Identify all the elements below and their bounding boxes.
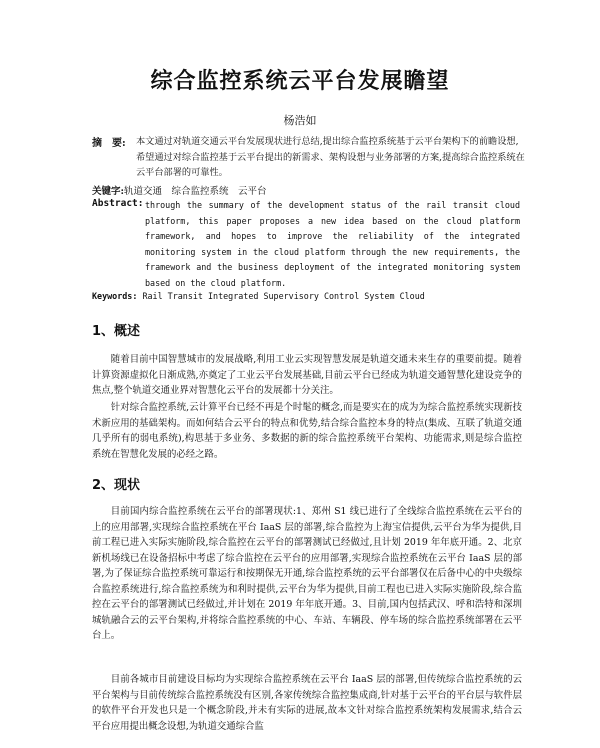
section2-heading: 2、现状	[92, 478, 141, 493]
abstract-cn-label: 摘 要:	[92, 138, 126, 149]
abstract-en-label: Abstract:	[92, 198, 144, 209]
keywords-cn-text: 轨道交通 综合监控系统 云平台	[124, 186, 267, 197]
keywords-en	[92, 291, 522, 301]
section1-heading: 1、概述	[92, 324, 141, 339]
section1-para2: 针对综合监控系统,云计算平台已经不再是个时髦的概念,而是要实在的成为为综合监控系统实现新技术新应用的基础架构。而如何结合云平台的特点和优势,结合综合监控本身的特点(集成、互联了轨道交通几乎所有的弱电系统),构思基于多业务、多数据的新的综合监控系统平台架构、功能需求,则是综合监控系统在智慧化发展的必经之路。	[92, 402, 522, 460]
keywords-cn	[92, 183, 522, 197]
abstract-en: through the summary of the development status of the rail transit cloud platform, this paper proposes a new idea based on the cloud platform framework, and hopes to improve the reliability of the integrated monitoring system in the cloud platform through the new requirements, the framework and the business deployment of the integrated monitoring system based on the cloud platform.	[145, 200, 520, 288]
section2-para2: 目前各城市目前建设目标均为实现综合监控系统在云平台 IaaS 层的部署,但传统综合监控系统的云平台架构与目前传统综合监控系统没有区别,各家传统综合监控集成商,针对基于云平台的平台层与软件层的软件平台开发也只是一个概念阶段,并未有实际的进展,故本文针对综合监控系统架构发展需求,结合云平台应用提出概念设想,为轨道交通综合监	[92, 674, 522, 732]
keywords-cn-label: 关键字:	[92, 186, 125, 197]
paper-author: 杨浩如	[283, 114, 317, 127]
keywords-en-text: Rail Transit Integrated Supervisory Control System Cloud	[142, 291, 425, 301]
abstract-cn: 本文通过对轨道交通云平台发展现状进行总结,提出综合监控系统基于云平台架构下的前瞻设想,希望通过对综合监控基于云平台提出的新需求、架构设想与业务部署的方案,提高综合监控系统在云平台部署的可靠性。	[136, 136, 525, 178]
keywords-en-label: Keywords:	[92, 291, 138, 301]
section1-para1: 随着目前中国智慧城市的发展战略,利用工业云实现智慧发展是轨道交通未来生存的重要前提。随着计算资源虚拟化日渐成熟,亦奠定了工业云平台发展基础,目前云平台已经成为轨道交通智慧化建设竞争的焦点,整个轨道交通业界对智慧化云平台的发展都十分关注。	[92, 354, 522, 396]
paper-title: 综合监控系统云平台发展瞻望	[150, 69, 450, 94]
section2-para1: 目前国内综合监控系统在云平台的部署现状:1、郑州 S1 线已进行了全线综合监控系统在云平台的上的应用部署,实现综合监控系统在平台 IaaS 层的部署,综合监控为上海宝信提供,云平台为华为提供,目前工程已进入实际实施阶段,综合监控在云平台的部署测试已经做过,且计划 2019 年年底开通。2、北京新机场线已在设备招标中考虑了综合监控在云平台的应用部署,实现综合监控系统在云平台 IaaS 层的部署,为了保证综合监控系统可靠运行和按期保无开通,综合监控系统的云平台部署仅在后备中心的中央级综合监控系统进行,综合监控系统为和利时提供,云平台为华为提供,目前工程也已进入实际实施阶段,综合监控在云平台的部署测试已经做过,并计划在 2019 年年底开通。3、目前,国内包括武汉、呼和浩特和深圳城轨融合云的云平台架构,并将综合监控系统的中心、车站、车辆段、停车场的综合监控系统部署在云平台上。	[92, 506, 522, 641]
